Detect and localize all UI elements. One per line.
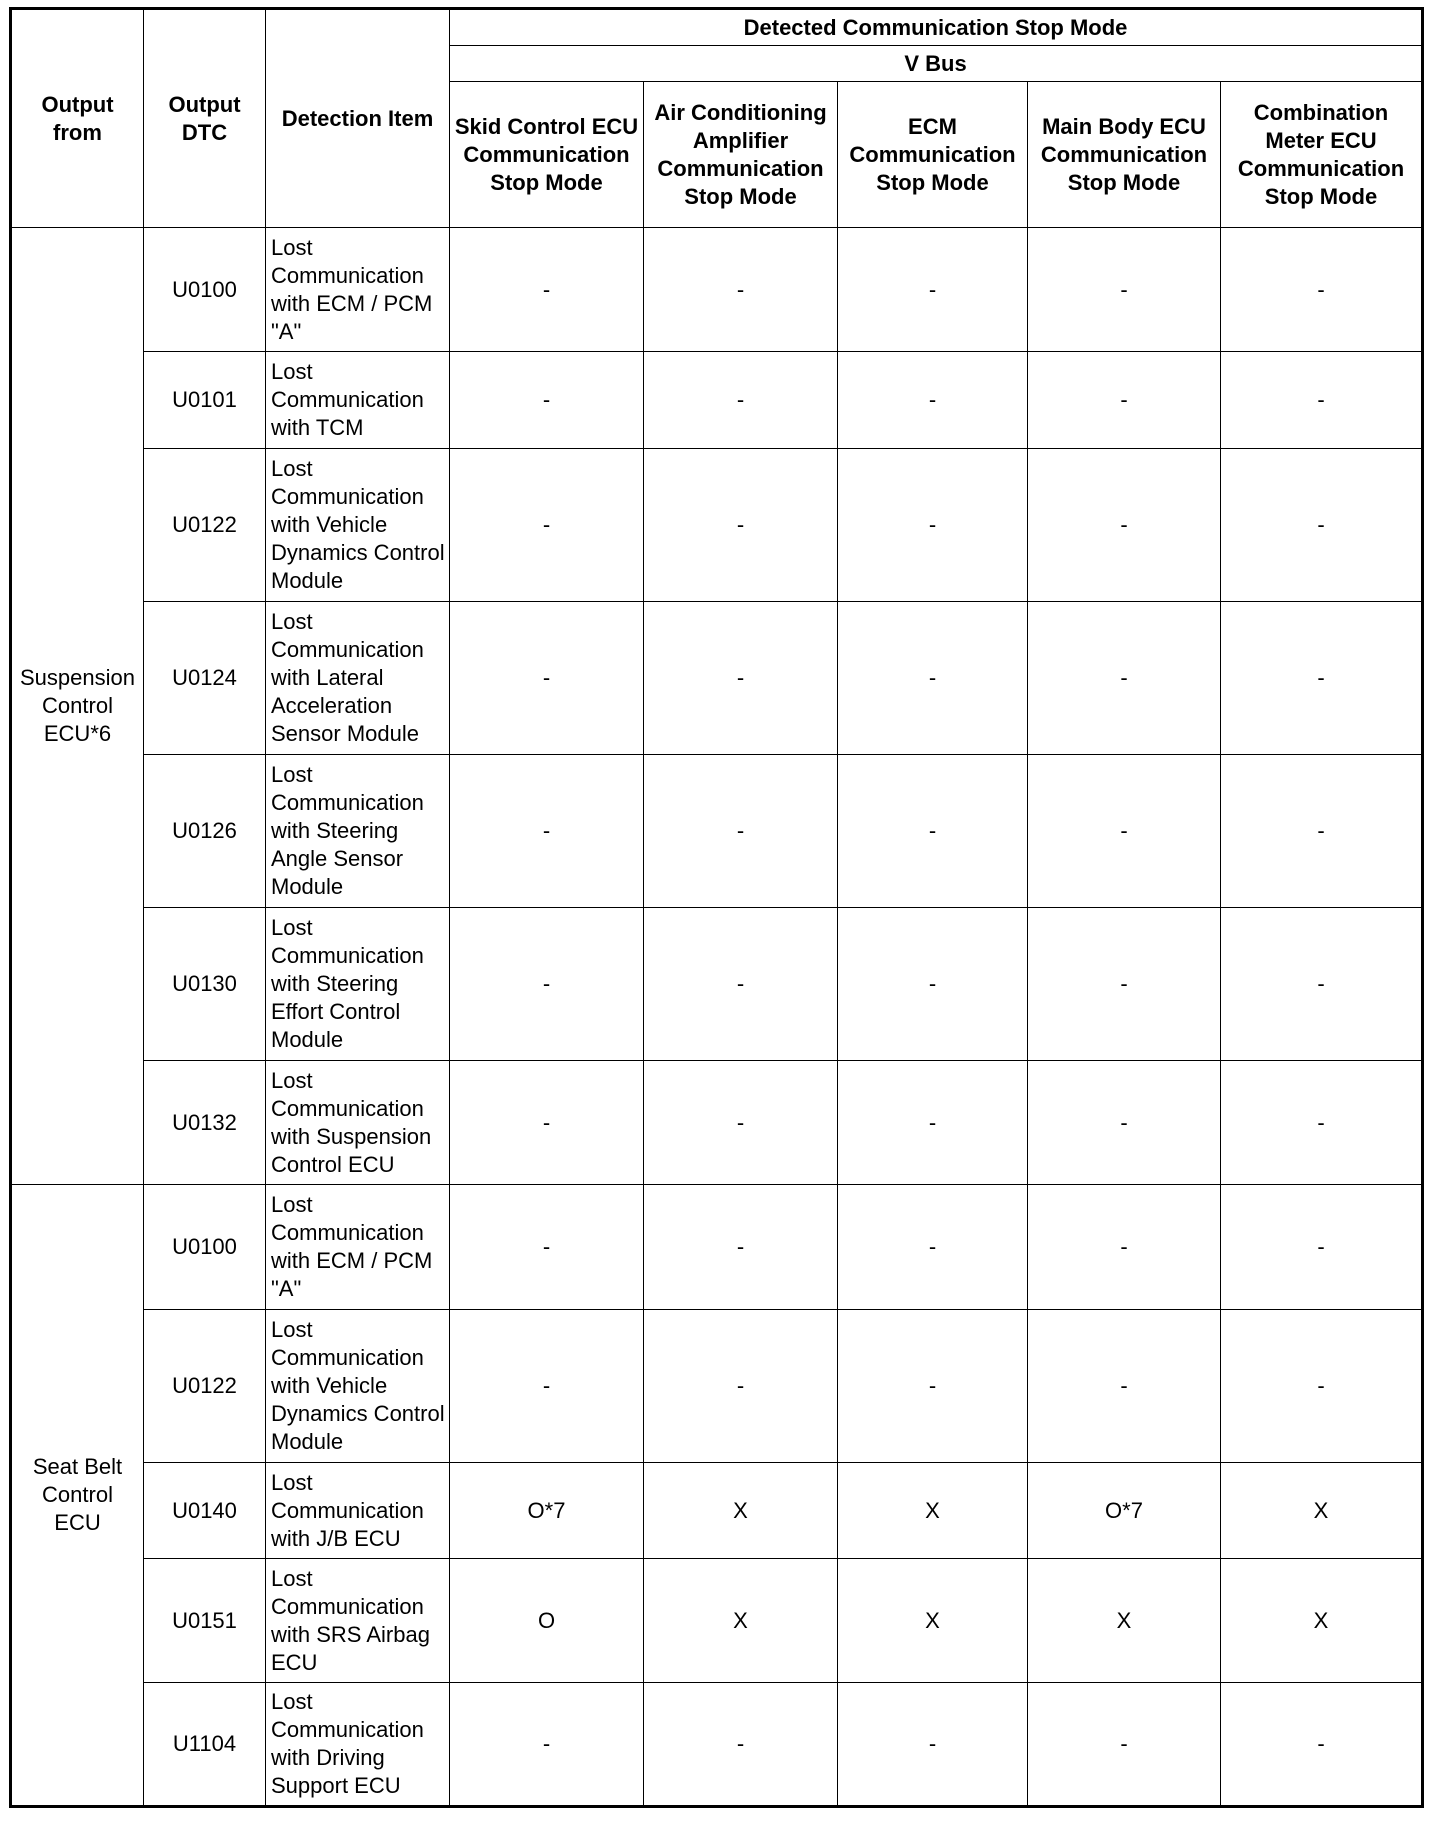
dtc-code: U0140 — [144, 1463, 266, 1559]
mode-value: - — [1028, 602, 1221, 755]
detection-item: Lost Communication with ECM / PCM "A" — [266, 1185, 450, 1310]
table-row — [11, 755, 1423, 908]
mode-value: - — [450, 755, 644, 908]
table-row — [11, 1683, 1423, 1807]
detection-item: Lost Communication with Steering Effort Control Module — [266, 908, 450, 1061]
mode-value: - — [644, 1185, 838, 1310]
mode-value: - — [644, 1310, 838, 1463]
dtc-code: U0100 — [144, 1185, 266, 1310]
header-output-from: Output from — [11, 9, 144, 228]
table-row — [11, 1061, 1423, 1185]
mode-value: - — [450, 352, 644, 449]
mode-value: - — [1221, 1061, 1423, 1185]
header-bus: V Bus — [450, 46, 1423, 82]
detection-item: Lost Communication with ECM / PCM "A" — [266, 228, 450, 352]
detection-item: Lost Communication with SRS Airbag ECU — [266, 1559, 450, 1683]
mode-value: O — [450, 1559, 644, 1683]
mode-value: - — [838, 1061, 1028, 1185]
mode-value: - — [644, 228, 838, 352]
mode-value: X — [1221, 1559, 1423, 1683]
header-mode-skid: Skid Control ECU Communication Stop Mode — [450, 82, 644, 228]
detection-item: Lost Communication with Suspension Control ECU — [266, 1061, 450, 1185]
mode-value: - — [644, 449, 838, 602]
mode-value: - — [1028, 1310, 1221, 1463]
table-row — [11, 228, 1423, 352]
mode-value: X — [838, 1463, 1028, 1559]
mode-value: - — [1221, 908, 1423, 1061]
dtc-code: U0126 — [144, 755, 266, 908]
dtc-code: U0130 — [144, 908, 266, 1061]
mode-value: - — [644, 755, 838, 908]
mode-value: - — [450, 228, 644, 352]
mode-value: - — [1221, 602, 1423, 755]
mode-value: - — [450, 602, 644, 755]
detection-item: Lost Communication with Driving Support ECU — [266, 1683, 450, 1807]
mode-value: - — [1221, 1310, 1423, 1463]
header-mode-meter: Combination Meter ECU Communication Stop Mode — [1221, 82, 1423, 228]
table-row — [11, 1185, 1423, 1310]
header-output-dtc: Output DTC — [144, 9, 266, 228]
mode-value: - — [1028, 1061, 1221, 1185]
mode-value: - — [1028, 1683, 1221, 1807]
mode-value: - — [1221, 1683, 1423, 1807]
dtc-code: U0101 — [144, 352, 266, 449]
mode-value: - — [1221, 755, 1423, 908]
mode-value: - — [838, 1683, 1028, 1807]
dtc-table-sheet — [9, 7, 1424, 1808]
detection-item: Lost Communication with J/B ECU — [266, 1463, 450, 1559]
group-label-seat-belt: Seat Belt Control ECU — [11, 1185, 144, 1807]
mode-value: X — [1221, 1463, 1423, 1559]
mode-value: - — [450, 1683, 644, 1807]
mode-value: O*7 — [1028, 1463, 1221, 1559]
header-detection-item: Detection Item — [266, 9, 450, 228]
mode-value: - — [838, 1185, 1028, 1310]
table-row — [11, 1463, 1423, 1559]
table-row — [11, 908, 1423, 1061]
mode-value: - — [1028, 228, 1221, 352]
mode-value: - — [838, 449, 1028, 602]
mode-value: - — [838, 755, 1028, 908]
mode-value: - — [644, 1683, 838, 1807]
mode-value: - — [1028, 352, 1221, 449]
header-detected-mode: Detected Communication Stop Mode — [450, 9, 1423, 46]
table-row — [11, 352, 1423, 449]
mode-value: - — [450, 1185, 644, 1310]
detection-item: Lost Communication with TCM — [266, 352, 450, 449]
mode-value: - — [1221, 449, 1423, 602]
mode-value: - — [838, 352, 1028, 449]
group-label-suspension: Suspension Control ECU*6 — [11, 228, 144, 1185]
mode-value: - — [450, 449, 644, 602]
mode-value: - — [838, 1310, 1028, 1463]
mode-value: - — [644, 602, 838, 755]
mode-value: X — [1028, 1559, 1221, 1683]
header-mode-ecm: ECM Communication Stop Mode — [838, 82, 1028, 228]
detection-item: Lost Communication with Lateral Acceleration Sensor Module — [266, 602, 450, 755]
mode-value: - — [644, 908, 838, 1061]
mode-value: - — [450, 1310, 644, 1463]
mode-value: - — [1028, 449, 1221, 602]
table-row — [11, 602, 1423, 755]
mode-value: - — [1028, 755, 1221, 908]
detection-item: Lost Communication with Vehicle Dynamics Control Module — [266, 449, 450, 602]
header-mode-mainbody: Main Body ECU Communication Stop Mode — [1028, 82, 1221, 228]
dtc-code: U0122 — [144, 449, 266, 602]
mode-value: - — [1221, 1185, 1423, 1310]
detection-item: Lost Communication with Vehicle Dynamics Control Module — [266, 1310, 450, 1463]
detection-item: Lost Communication with Steering Angle Sensor Module — [266, 755, 450, 908]
dtc-code: U0122 — [144, 1310, 266, 1463]
mode-value: - — [1028, 908, 1221, 1061]
mode-value: X — [644, 1463, 838, 1559]
dtc-table — [9, 7, 1424, 1808]
dtc-code: U1104 — [144, 1683, 266, 1807]
mode-value: - — [644, 1061, 838, 1185]
mode-value: O*7 — [450, 1463, 644, 1559]
dtc-code: U0124 — [144, 602, 266, 755]
dtc-code: U0132 — [144, 1061, 266, 1185]
mode-value: - — [450, 908, 644, 1061]
mode-value: - — [644, 352, 838, 449]
table-row — [11, 1310, 1423, 1463]
mode-value: - — [838, 228, 1028, 352]
mode-value: - — [838, 602, 1028, 755]
mode-value: - — [450, 1061, 644, 1185]
dtc-code: U0151 — [144, 1559, 266, 1683]
header-mode-aircon: Air Conditioning Amplifier Communication Stop Mode — [644, 82, 838, 228]
mode-value: - — [1221, 228, 1423, 352]
mode-value: - — [1221, 352, 1423, 449]
table-row — [11, 449, 1423, 602]
mode-value: - — [838, 908, 1028, 1061]
mode-value: X — [838, 1559, 1028, 1683]
table-row — [11, 1559, 1423, 1683]
dtc-code: U0100 — [144, 228, 266, 352]
mode-value: - — [1028, 1185, 1221, 1310]
mode-value: X — [644, 1559, 838, 1683]
